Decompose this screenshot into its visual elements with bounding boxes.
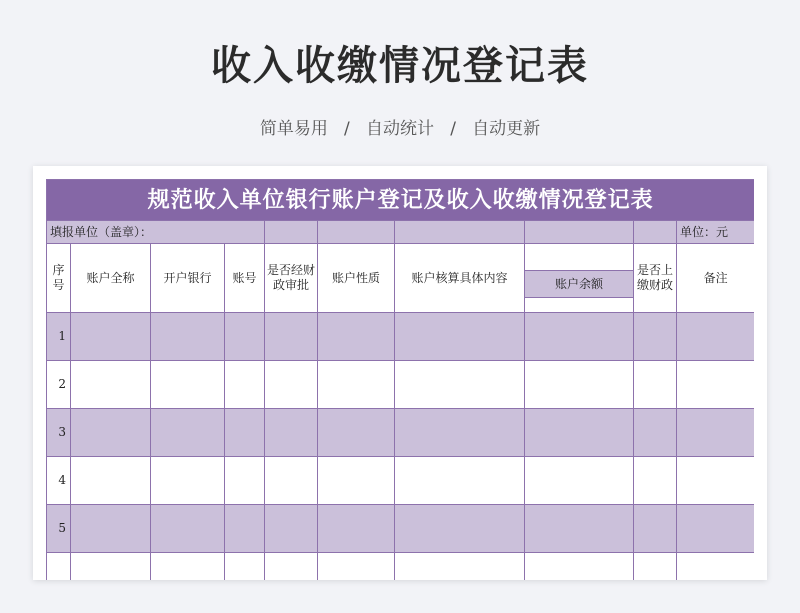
row-seq: 2 bbox=[47, 361, 71, 409]
cell[interactable] bbox=[525, 409, 634, 457]
sub-cell-empty bbox=[395, 221, 525, 244]
cell[interactable] bbox=[318, 553, 395, 581]
cell[interactable] bbox=[634, 361, 677, 409]
cell[interactable] bbox=[71, 313, 151, 361]
cell[interactable] bbox=[71, 505, 151, 553]
cell[interactable] bbox=[265, 313, 318, 361]
unit-label: 单位：元 bbox=[677, 221, 755, 244]
header-remit-finance: 是否上缴财政 bbox=[634, 244, 677, 313]
cell[interactable] bbox=[677, 361, 755, 409]
cell[interactable] bbox=[265, 553, 318, 581]
cell[interactable] bbox=[71, 361, 151, 409]
cell[interactable] bbox=[151, 409, 225, 457]
header-account-name: 账户全称 bbox=[71, 244, 151, 313]
cell[interactable] bbox=[151, 505, 225, 553]
cell[interactable] bbox=[225, 313, 265, 361]
cell[interactable] bbox=[318, 457, 395, 505]
cell[interactable] bbox=[318, 505, 395, 553]
fill-unit-label: 填报单位（盖章）： bbox=[47, 221, 265, 244]
cell[interactable] bbox=[151, 361, 225, 409]
header-balance-bottom bbox=[525, 298, 634, 313]
cell[interactable] bbox=[225, 553, 265, 581]
cell[interactable] bbox=[395, 505, 525, 553]
cell[interactable] bbox=[677, 457, 755, 505]
cell[interactable] bbox=[151, 313, 225, 361]
cell[interactable] bbox=[265, 505, 318, 553]
cell[interactable] bbox=[677, 505, 755, 553]
register-table bbox=[46, 179, 754, 580]
row-seq: 3 bbox=[47, 409, 71, 457]
table-row bbox=[47, 409, 755, 457]
header-seq: 序号 bbox=[47, 244, 71, 313]
cell[interactable] bbox=[265, 457, 318, 505]
sub-cell-empty bbox=[525, 221, 634, 244]
cell[interactable] bbox=[318, 409, 395, 457]
cell[interactable] bbox=[395, 409, 525, 457]
cell[interactable] bbox=[265, 361, 318, 409]
table-container bbox=[46, 179, 754, 580]
cell[interactable] bbox=[318, 361, 395, 409]
header-account-type: 账户性质 bbox=[318, 244, 395, 313]
row-seq bbox=[47, 553, 71, 581]
page-subtitle: 简单易用 / 自动统计 / 自动更新 bbox=[259, 119, 541, 139]
cell[interactable] bbox=[677, 409, 755, 457]
header-account-content: 账户核算具体内容 bbox=[395, 244, 525, 313]
cell[interactable] bbox=[225, 457, 265, 505]
cell[interactable] bbox=[634, 409, 677, 457]
header-balance-top bbox=[525, 244, 634, 271]
header-finance-approved: 是否经财政审批 bbox=[265, 244, 318, 313]
header-remark: 备注 bbox=[677, 244, 755, 313]
cell[interactable] bbox=[71, 409, 151, 457]
cell[interactable] bbox=[151, 457, 225, 505]
cell[interactable] bbox=[677, 553, 755, 581]
header-account-no: 账号 bbox=[225, 244, 265, 313]
page-title: 收入收缴情况登记表 bbox=[211, 43, 589, 89]
cell[interactable] bbox=[525, 361, 634, 409]
cell[interactable] bbox=[225, 361, 265, 409]
cell[interactable] bbox=[525, 457, 634, 505]
row-seq: 4 bbox=[47, 457, 71, 505]
cell[interactable] bbox=[225, 505, 265, 553]
cell[interactable] bbox=[634, 553, 677, 581]
cell[interactable] bbox=[395, 553, 525, 581]
table-row bbox=[47, 361, 755, 409]
cell[interactable] bbox=[395, 361, 525, 409]
cell[interactable] bbox=[225, 409, 265, 457]
cell[interactable] bbox=[265, 409, 318, 457]
header-balance: 账户余额 bbox=[525, 271, 634, 298]
cell[interactable] bbox=[395, 457, 525, 505]
cell[interactable] bbox=[525, 505, 634, 553]
table-row bbox=[47, 313, 755, 361]
cell[interactable] bbox=[634, 457, 677, 505]
cell[interactable] bbox=[525, 313, 634, 361]
table-row bbox=[47, 553, 755, 581]
cell[interactable] bbox=[71, 457, 151, 505]
cell[interactable] bbox=[525, 553, 634, 581]
cell[interactable] bbox=[71, 553, 151, 581]
sub-cell-empty bbox=[318, 221, 395, 244]
row-seq: 5 bbox=[47, 505, 71, 553]
cell[interactable] bbox=[318, 313, 395, 361]
spreadsheet-preview bbox=[33, 166, 767, 580]
header-bank: 开户银行 bbox=[151, 244, 225, 313]
sub-cell-empty bbox=[634, 221, 677, 244]
cell[interactable] bbox=[395, 313, 525, 361]
cell[interactable] bbox=[634, 313, 677, 361]
cell[interactable] bbox=[151, 553, 225, 581]
table-row bbox=[47, 457, 755, 505]
row-seq: 1 bbox=[47, 313, 71, 361]
table-title: 规范收入单位银行账户登记及收入收缴情况登记表 bbox=[47, 180, 755, 221]
cell[interactable] bbox=[677, 313, 755, 361]
table-row bbox=[47, 505, 755, 553]
sub-cell-empty bbox=[265, 221, 318, 244]
cell[interactable] bbox=[634, 505, 677, 553]
